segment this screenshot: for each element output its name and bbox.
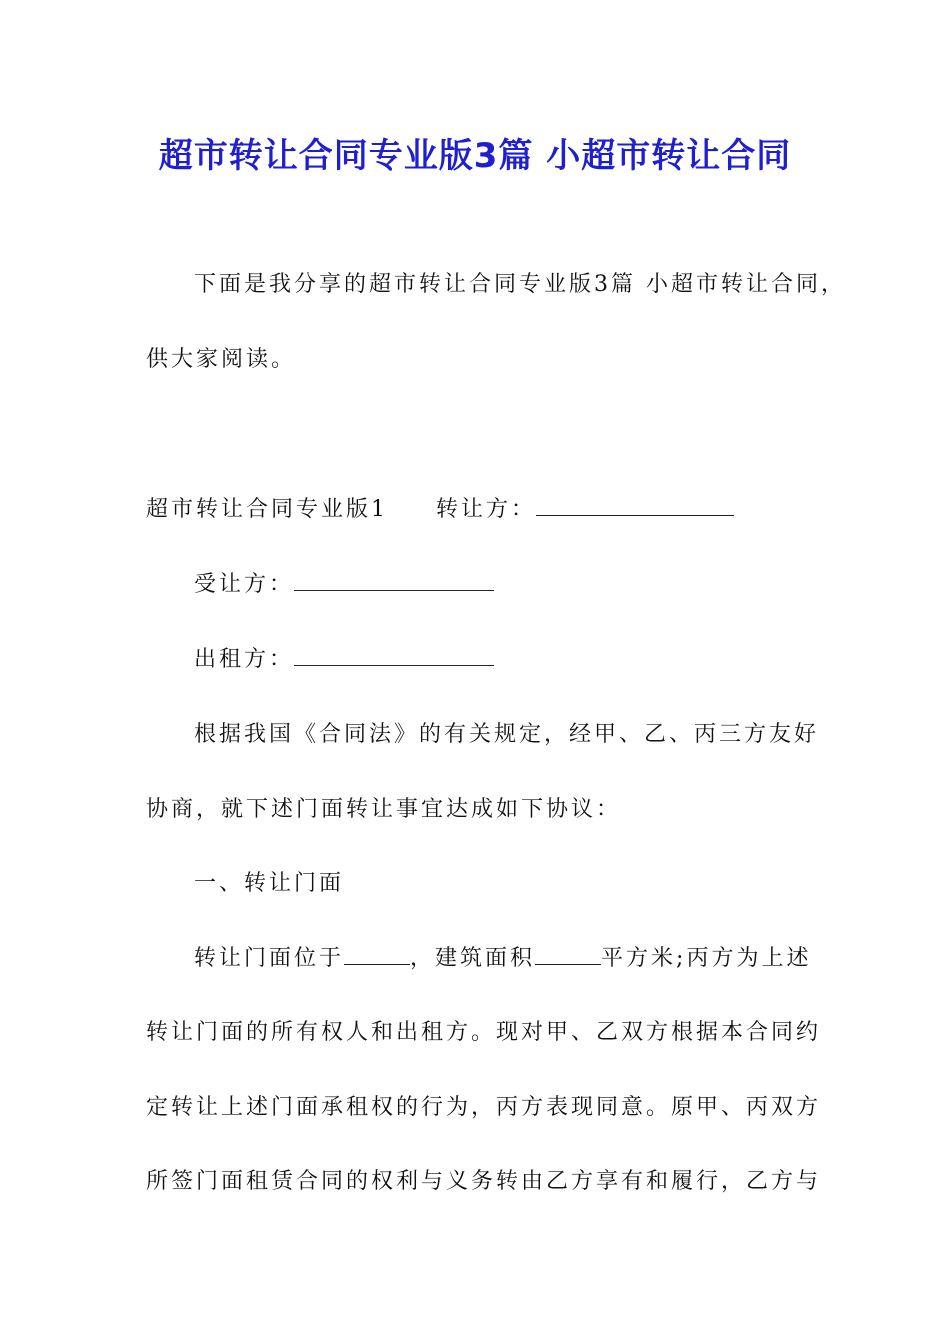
location-blank — [344, 944, 410, 965]
section-heading: 超市转让合同专业版1 — [146, 497, 388, 522]
clause1-part-1: 转让门面位于 — [194, 946, 345, 971]
transferor-label: 转让方： — [436, 497, 537, 522]
transferee-row — [194, 570, 494, 600]
clause1-line-3: 定转让上述门面承租权的行为，丙方表现同意。原甲、丙双方 — [146, 1095, 822, 1120]
lessor-row — [194, 645, 494, 675]
area-blank — [535, 944, 601, 965]
para1-line-1: 根据我国《合同法》的有关规定，经甲、乙、丙三方友好 — [194, 722, 820, 747]
clause1-part-2: ，建筑面积 — [410, 946, 536, 971]
clause1-line-4: 所签门面租赁合同的权利与义务转由乙方享有和履行，乙方与 — [146, 1169, 822, 1194]
intro-line-2: 供大家阅读。 — [146, 347, 297, 372]
transferee-blank — [294, 570, 494, 591]
clause1-part-3: 平方米;丙方为上述 — [601, 946, 812, 971]
document-title: 超市转让合同专业版3篇 小超市转让合同 — [158, 136, 792, 176]
intro-line-1: 下面是我分享的超市转让合同专业版3篇 小超市转让合同， — [194, 272, 846, 297]
clause1-line-1 — [194, 944, 811, 974]
transferor-blank — [536, 495, 734, 516]
lessor-label: 出租方： — [194, 647, 295, 672]
transferee-label: 受让方： — [194, 572, 295, 597]
para1-line-2: 协商，就下述门面转让事宜达成如下协议： — [146, 797, 622, 822]
lessor-blank — [294, 645, 494, 666]
clause1-heading: 一、转让门面 — [194, 871, 345, 896]
section-heading-row — [146, 495, 734, 525]
clause1-line-2: 转让门面的所有权人和出租方。现对甲、乙双方根据本合同约 — [146, 1020, 822, 1045]
